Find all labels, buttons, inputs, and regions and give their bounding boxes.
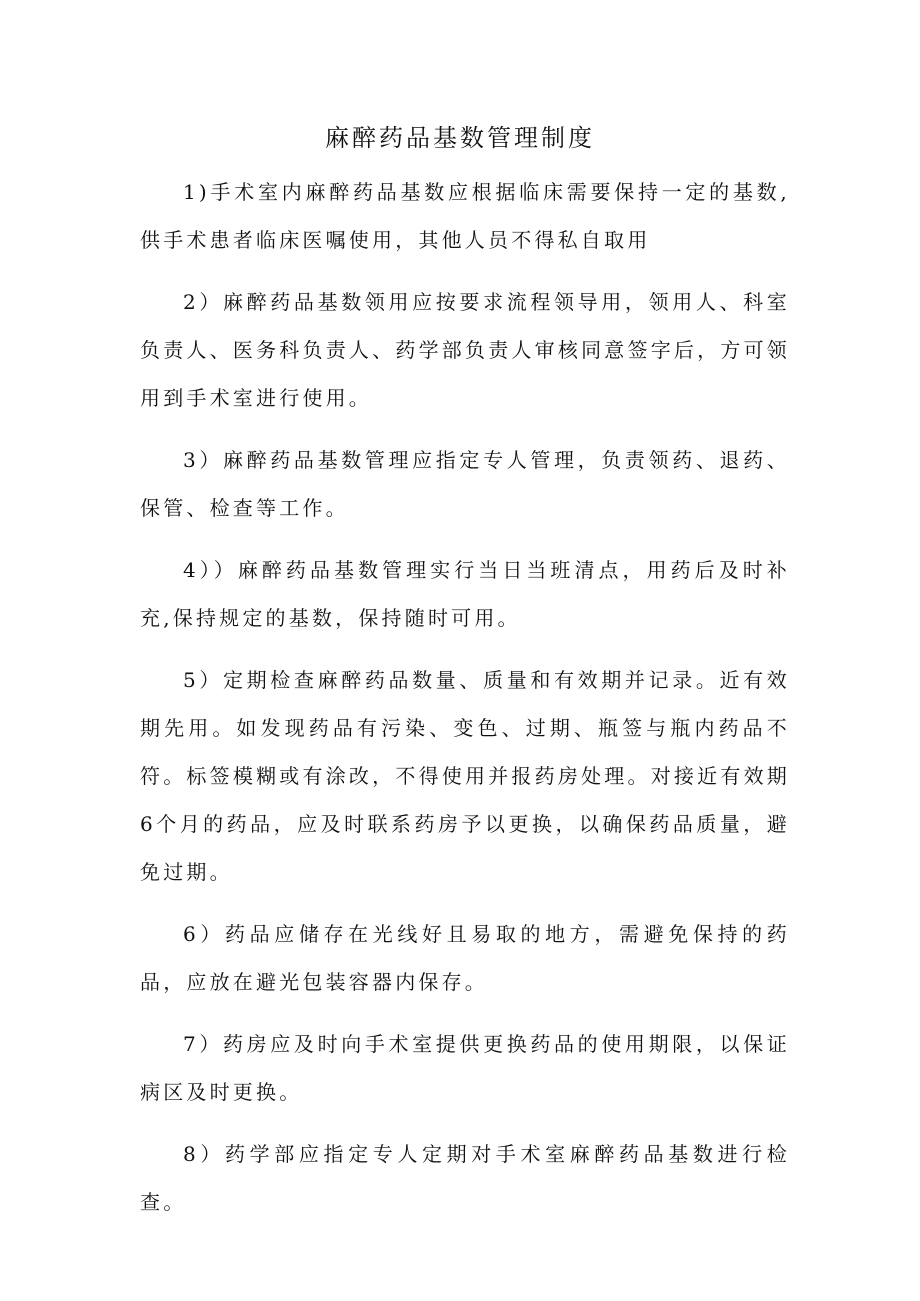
paragraph-7: 7）药房应及时向手术室提供更换药品的使用期限，以保证病区及时更换。 <box>140 1032 790 1104</box>
paragraph-8: 8）药学部应指定专人定期对手术室麻醉药品基数进行检查。 <box>140 1142 790 1214</box>
paragraph-6: 6）药品应储存在光线好且易取的地方，需避免保持的药品，应放在避光包装容器内保存。 <box>140 922 790 994</box>
paragraph-4: 4））麻醉药品基数管理实行当日当班清点，用药后及时补充,保持规定的基数，保持随时可用。 <box>140 558 790 630</box>
paragraph-5: 5）定期检查麻醉药品数量、质量和有效期并记录。近有效期先用。如发现药品有污染、变色、过期、瓶签与瓶内药品不符。标签模糊或有涂改，不得使用并报药房处理。对接近有效期6个月的药品，应及时联系药房予以更换，以确保药品质量，避免过期。 <box>140 668 790 884</box>
paragraph-2: 2）麻醉药品基数领用应按要求流程领导用，领用人、科室负责人、医务科负责人、药学部负责人审核同意签字后，方可领用到手术室进行使用。 <box>140 290 790 410</box>
document-body <box>140 168 790 1240</box>
document-title: 麻醉药品基数管理制度 <box>325 124 595 152</box>
paragraph-1: 1)手术室内麻醉药品基数应根据临床需要保持一定的基数,供手术患者临床医嘱使用，其他人员不得私自取用 <box>140 180 790 252</box>
paragraph-3: 3）麻醉药品基数管理应指定专人管理，负责领药、退药、保管、检查等工作。 <box>140 448 790 520</box>
